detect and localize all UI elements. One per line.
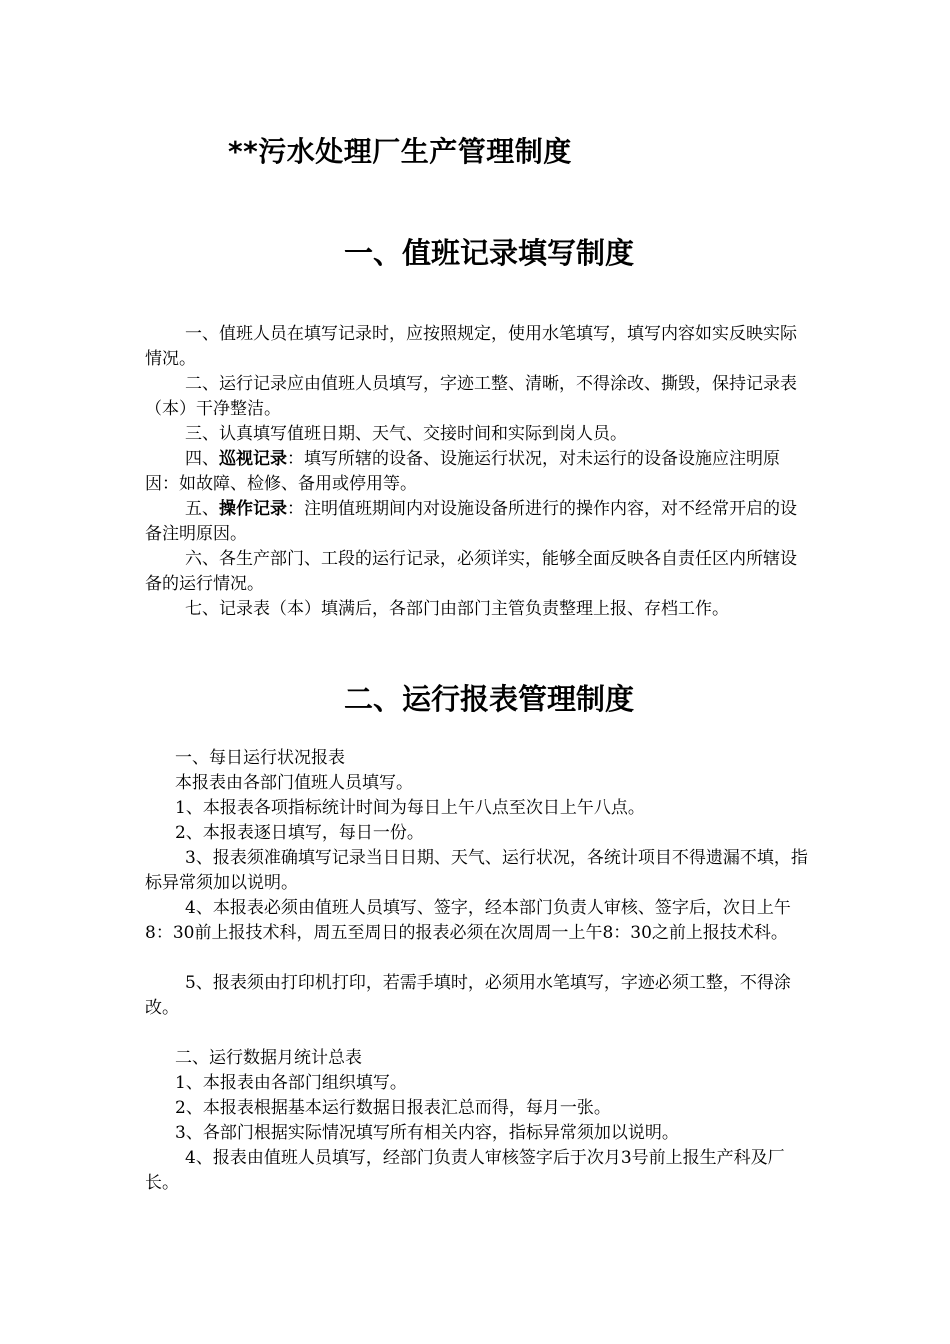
section-1-heading: 一、值班记录填写制度 (343, 236, 634, 270)
daily-item-4: 4、本报表必须由值班人员填写、签字，经本部门负责人审核、签字后，次日上午8：30前上报技术科，周五至周日的报表必须在次周周一上午8：30之前上报技术科。 (145, 898, 791, 943)
monthly-report-heading: 二、运行数据月统计总表 (175, 1048, 362, 1068)
s1-item-4-keyword: 巡视记录 (219, 449, 287, 469)
s1-item-4-text: ：填写所辖的设备、设施运行状况，对未运行的设备设施应注明原因：如故障、检修、备用或停用等。 (145, 449, 780, 494)
s1-item-6: 六、各生产部门、工段的运行记录，必须详实，能够全面反映各自责任区内所辖设备的运行情况。 (145, 549, 797, 594)
s1-item-5-prefix: 五、 (185, 499, 219, 519)
daily-item-3: 3、报表须准确填写记录当日日期、天气、运行状况，各统计项目不得遗漏不填，指标异常须加以说明。 (145, 848, 808, 893)
section-2-heading: 二、运行报表管理制度 (343, 682, 634, 716)
s1-item-4 (145, 447, 810, 497)
s1-item-4-prefix: 四、 (185, 449, 219, 469)
monthly-item-2: 2、本报表根据基本运行数据日报表汇总而得，每月一张。 (175, 1098, 611, 1118)
monthly-item-4: 4、报表由值班人员填写，经部门负责人审核签字后于次月3号前上报生产科及厂长。 (145, 1148, 785, 1193)
s1-item-1: 一、值班人员在填写记录时，应按照规定，使用水笔填写，填写内容如实反映实际情况。 (145, 324, 797, 369)
daily-item-1: 1、本报表各项指标统计时间为每日上午八点至次日上午八点。 (175, 798, 645, 818)
daily-report-heading: 一、每日运行状况报表 (175, 748, 345, 768)
s1-item-2: 二、运行记录应由值班人员填写，字迹工整、清晰，不得涂改、撕毁，保持记录表（本）干净整洁。 (145, 374, 797, 419)
s1-item-5-keyword: 操作记录 (219, 499, 287, 519)
daily-report-intro: 本报表由各部门值班人员填写。 (175, 773, 413, 793)
monthly-item-3: 3、各部门根据实际情况填写所有相关内容，指标异常须加以说明。 (175, 1123, 679, 1143)
s1-item-7: 七、记录表（本）填满后，各部门由部门主管负责整理上报、存档工作。 (185, 599, 729, 619)
daily-item-5: 5、报表须由打印机打印，若需手填时，必须用水笔填写，字迹必须工整，不得涂改。 (145, 973, 791, 1018)
s1-item-5-text: ：注明值班期间内对设施设备所进行的操作内容，对不经常开启的设备注明原因。 (145, 499, 797, 544)
s1-item-3: 三、认真填写值班日期、天气、交接时间和实际到岗人员。 (185, 424, 627, 444)
monthly-item-1: 1、本报表由各部门组织填写。 (175, 1073, 407, 1093)
daily-item-2: 2、本报表逐日填写，每日一份。 (175, 823, 424, 843)
s1-item-5 (145, 497, 810, 547)
document-title: **污水处理厂生产管理制度 (228, 135, 572, 168)
